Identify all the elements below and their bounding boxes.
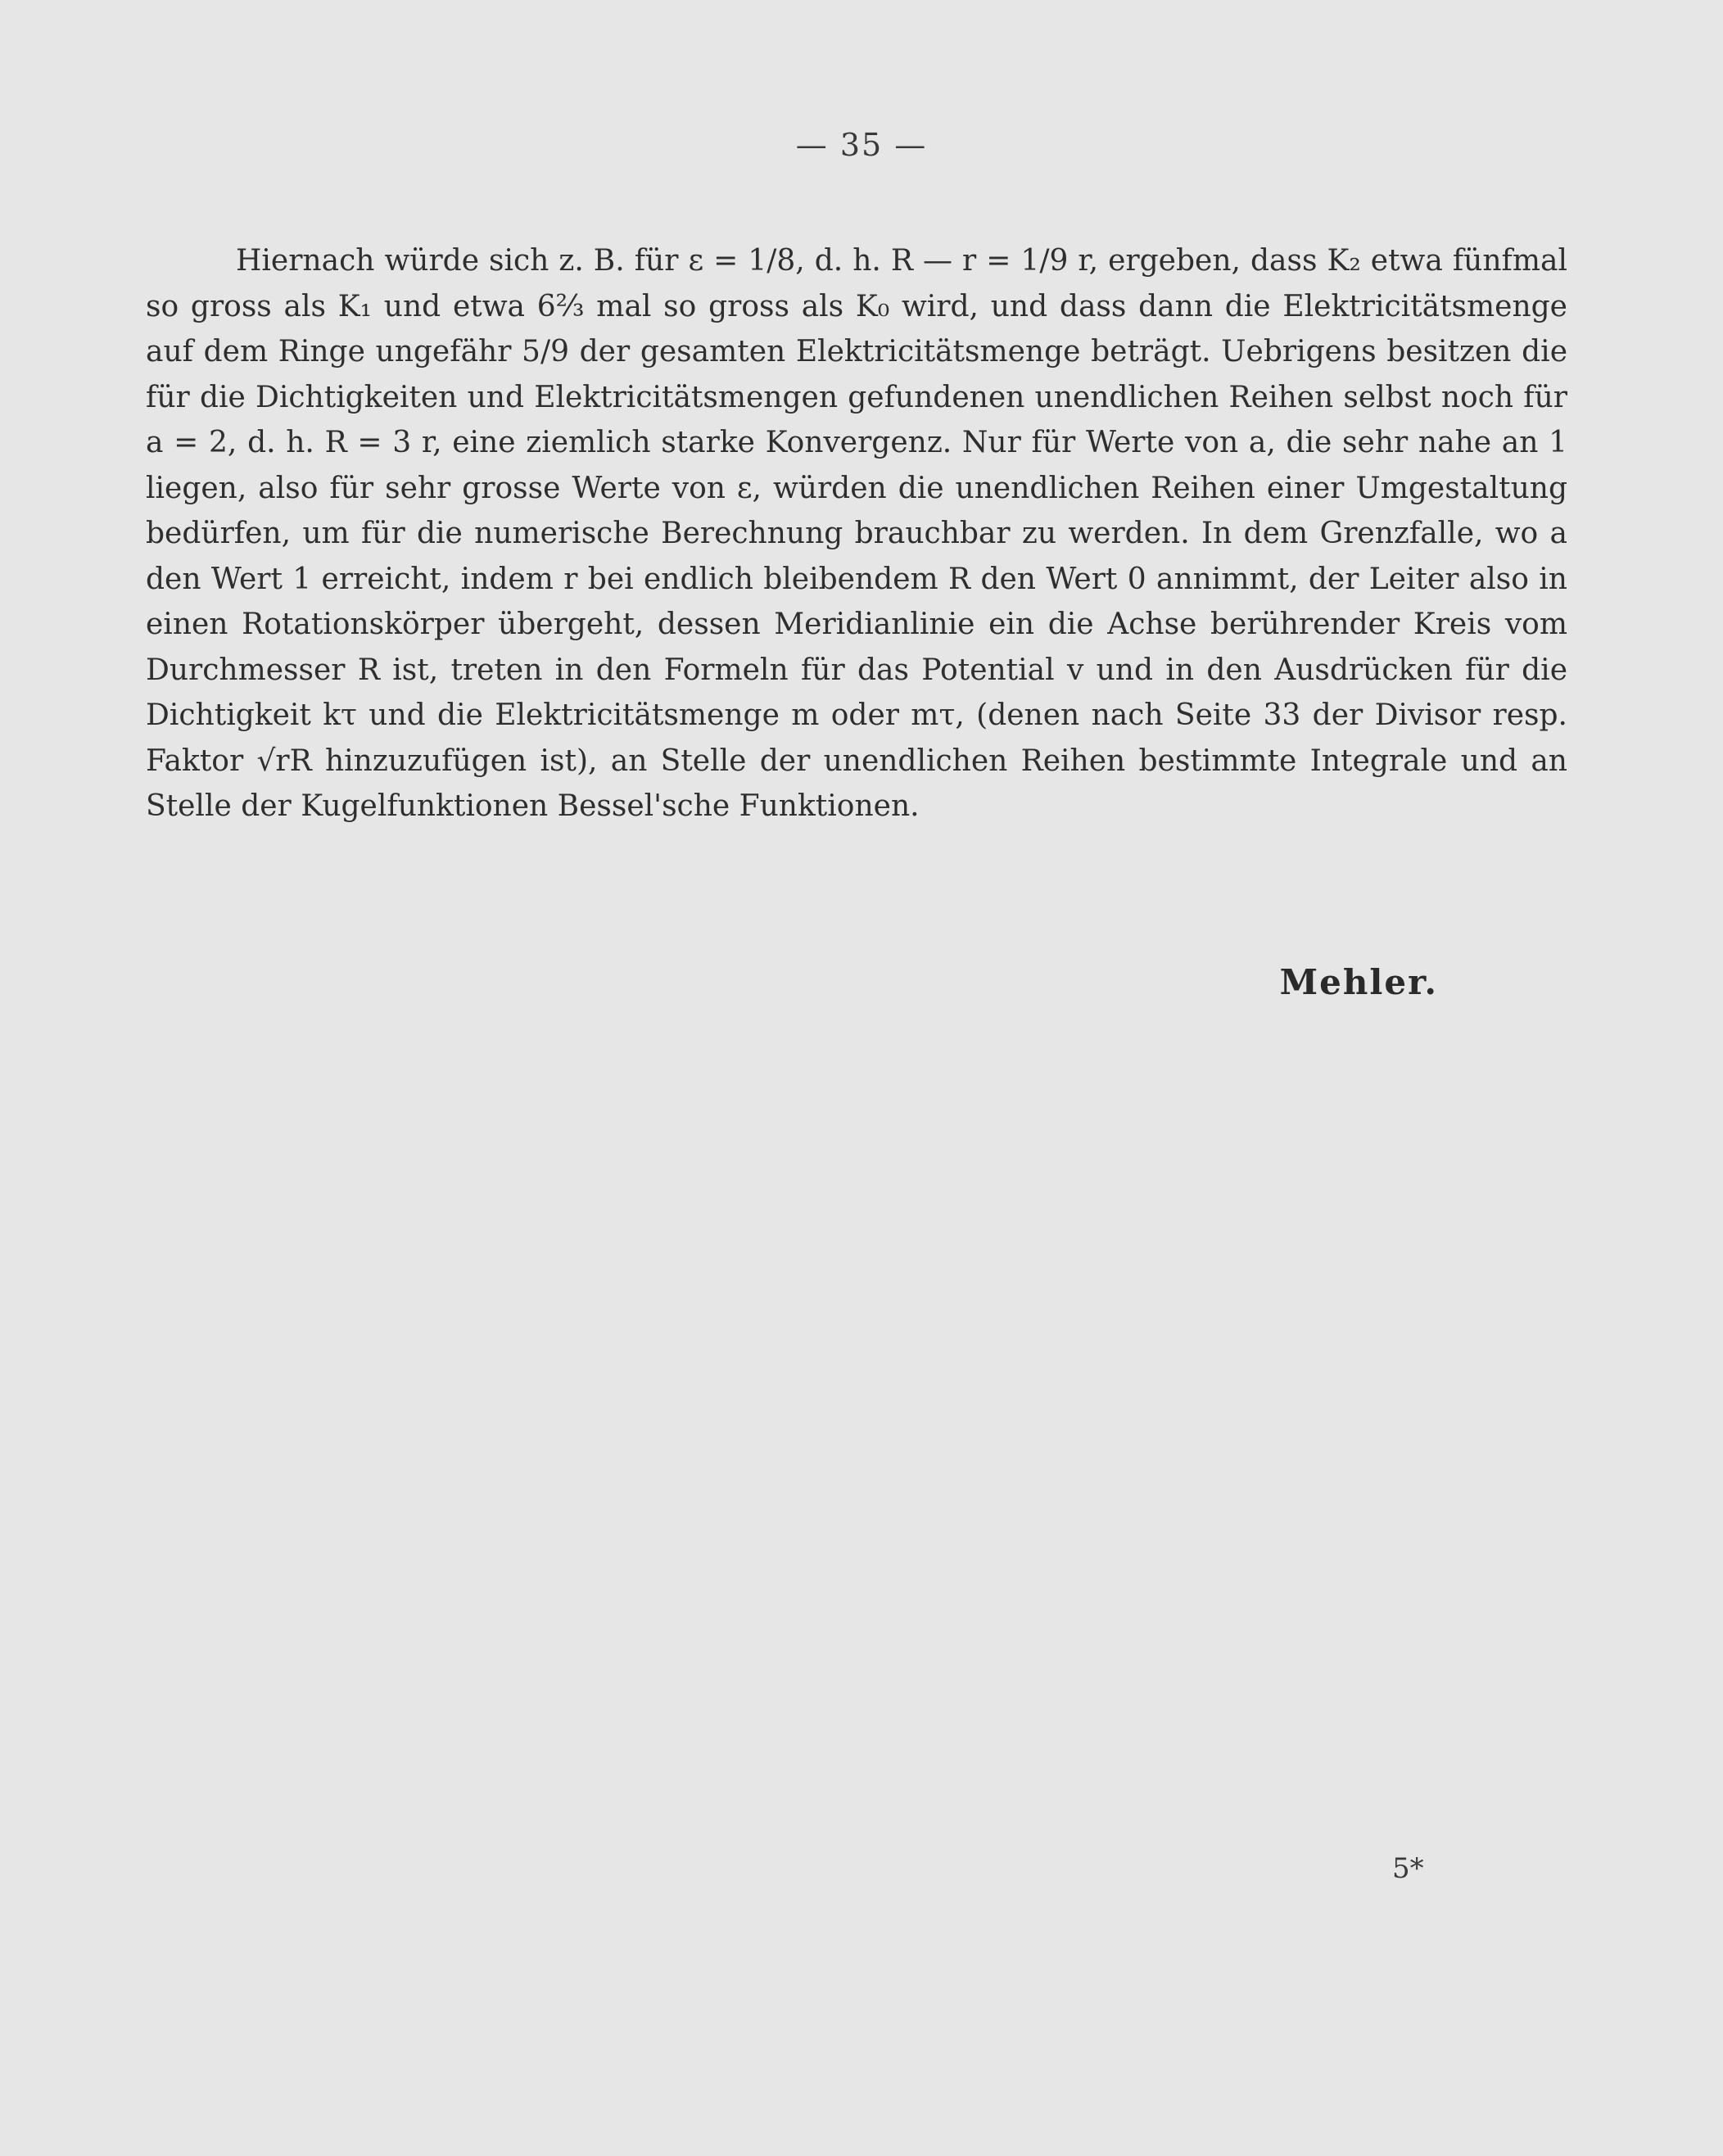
page-number: — 35 — — [795, 127, 928, 163]
body-paragraph-text: Hiernach würde sich z. B. für ε = 1/8, d. h. R — r = 1/9 r, ergeben, dass K₂ etwa fünfmal so gross als K₁ und etwa 6⅔ mal so gross als K₀ wird, und dass dann die Elektricitätsmenge auf dem Ringe ungefähr 5/9 der gesamten Elektricitätsmenge beträgt. Uebrigens besitzen die für die Dichtigkeiten und Elektricitätsmengen gefundenen unendlichen Reihen selbst noch für a = 2, d. h. R = 3 r, eine ziemlich starke Konvergenz. Nur für Werte von a, die sehr nahe an 1 liegen, also für sehr grosse Werte von ε, würden die unendlichen Reihen einer Umgestaltung bedürfen, um für die numerische Berechnung brauchbar zu werden. In dem Grenzfalle, wo a den Wert 1 erreicht, indem r bei endlich bleibendem R den Wert 0 annimmt, der Leiter also in einen Rotationskörper übergeht, dessen Meridianlinie ein die Achse berührender Kreis vom Durchmesser R ist, treten in den Formeln für das Potential v und in den Ausdrücken für die Dichtigkeit kτ und die Elektricitätsmenge m oder mτ, (denen nach Seite 33 der Divisor resp. Faktor √rR hinzuzufügen ist), an Stelle der unendlichen Reihen bestimmte Integrale und an Stelle der Kugelfunktionen Bessel'sche Funktionen. — [146, 244, 1567, 823]
author-signature: Mehler. — [1279, 962, 1438, 1002]
body-paragraph — [146, 238, 1567, 829]
printer-signature-mark: 5* — [1392, 1852, 1424, 1885]
